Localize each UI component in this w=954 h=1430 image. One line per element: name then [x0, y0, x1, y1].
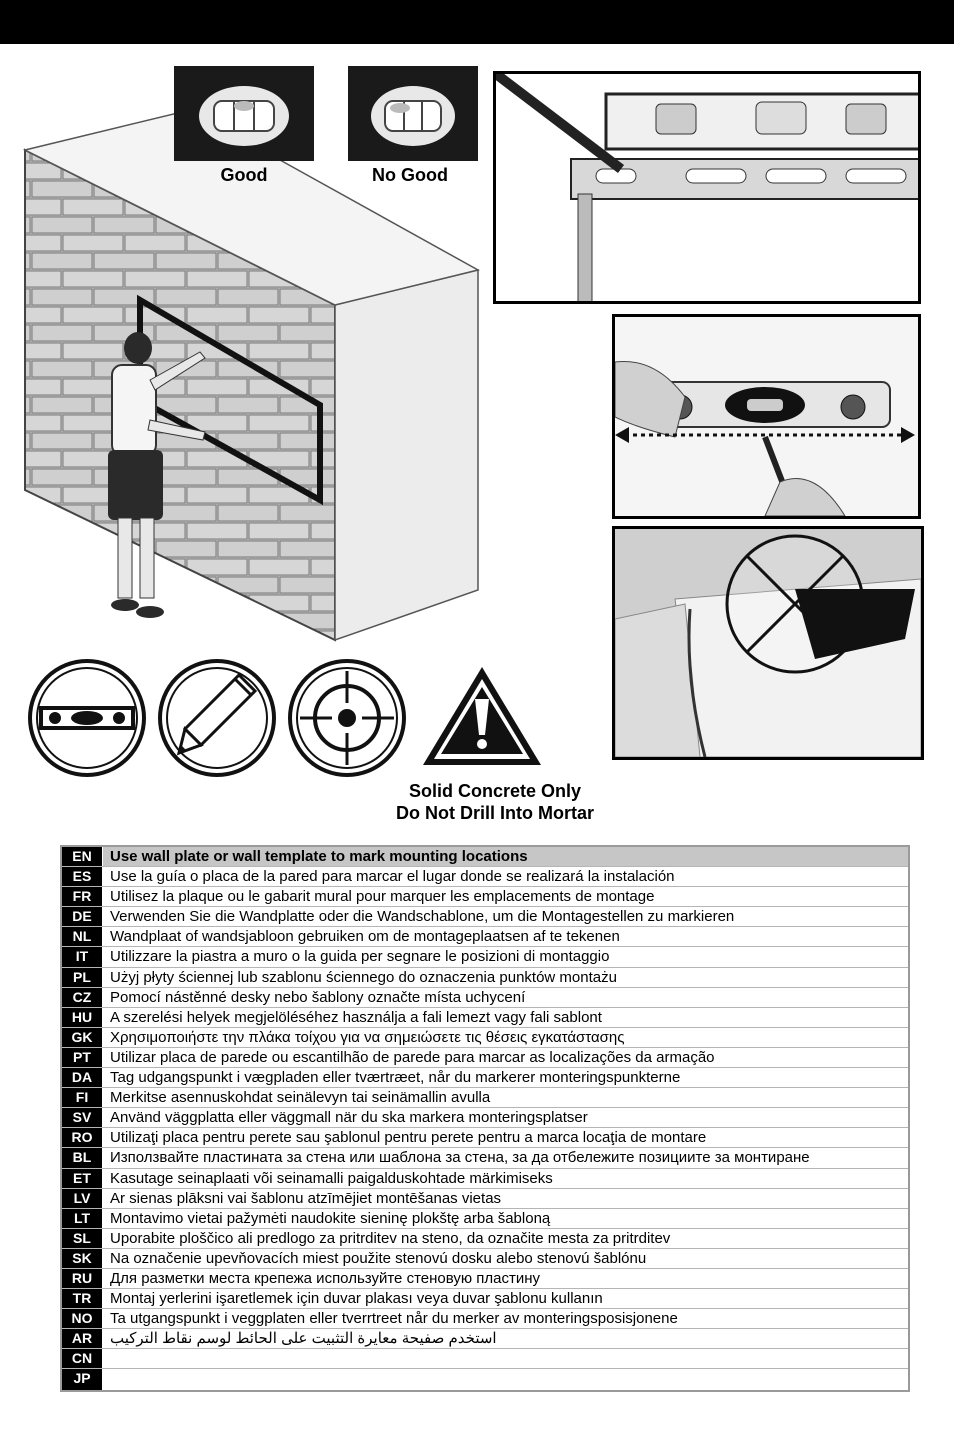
- language-text: Use wall plate or wall template to mark mounting locations: [103, 847, 908, 866]
- language-row-ro: [62, 1128, 908, 1148]
- language-code: FR: [62, 887, 103, 906]
- language-text: استخدم صفيحة معايرة التثبيت على الحائط لوسم نقاط التركيب: [110, 1330, 497, 1348]
- warning-line-2: Do Not Drill Into Mortar: [396, 803, 594, 823]
- language-code: DA: [62, 1068, 103, 1087]
- pencil-icon: [157, 657, 277, 779]
- language-row-es: [62, 867, 908, 887]
- level-on-wall-plate-photo: [493, 71, 921, 304]
- language-text: Använd väggplatta eller väggmall när du ska markera monteringsplatser: [110, 1109, 588, 1127]
- language-row-sk: [62, 1249, 908, 1269]
- language-text: Utilisez la plaque ou le gabarit mural pour marquer les emplacements de montage: [110, 888, 655, 906]
- language-text: Montavimo vietai pažymėti naudokite sieninę plokštę arba šabloną: [110, 1209, 551, 1227]
- language-code: CZ: [62, 988, 103, 1007]
- language-row-nl: [62, 927, 908, 947]
- language-code: AR: [62, 1329, 103, 1348]
- level-bubble-good-image: [174, 66, 314, 161]
- language-code: SV: [62, 1108, 103, 1127]
- language-row-ru: [62, 1269, 908, 1289]
- no-good-caption: No Good: [372, 165, 448, 185]
- language-code: EN: [62, 847, 103, 866]
- language-code: BL: [62, 1148, 103, 1167]
- language-row-en: [62, 847, 908, 867]
- language-text: Wandplaat of wandsjabloon gebruiken om de montageplaatsen af te tekenen: [110, 928, 620, 946]
- language-text: Na označenie upevňovacích miest použite stenovú dosku alebo stenovú šablónu: [110, 1249, 647, 1267]
- language-row-sv: [62, 1108, 908, 1128]
- language-text: Използвайте пластината за стена или шаблона за стена, за да отбележите позициите за монтиране: [110, 1149, 810, 1167]
- header-bar: [0, 0, 954, 44]
- language-row-gk: [62, 1028, 908, 1048]
- language-text: [103, 1369, 908, 1389]
- language-text: A szerelési helyek megjelöléséhez használja a fali lemezt vagy fali sablont: [110, 1008, 602, 1026]
- language-code: LT: [62, 1209, 103, 1228]
- language-code: SK: [62, 1249, 103, 1268]
- language-text: Use la guía o placa de la pared para marcar el lugar donde se realizará la instalación: [110, 868, 675, 886]
- language-row-pt: [62, 1048, 908, 1068]
- language-text: Для разметки места крепежа используйте стеновую пластину: [110, 1269, 541, 1287]
- language-row-hu: [62, 1008, 908, 1028]
- language-text: Montaj yerlerini işaretlemek için duvar plakası veya duvar şablonu kullanın: [110, 1290, 603, 1308]
- language-row-fr: [62, 887, 908, 907]
- language-code: DE: [62, 907, 103, 926]
- language-code: RU: [62, 1269, 103, 1288]
- language-text: Utilizaţi placa pentru perete sau şablonul pentru perete pentru a marca locaţia de montare: [110, 1129, 707, 1147]
- language-row-lt: [62, 1209, 908, 1229]
- language-code: GK: [62, 1028, 103, 1047]
- language-code: RO: [62, 1128, 103, 1147]
- language-row-fi: [62, 1088, 908, 1108]
- language-code: PT: [62, 1048, 103, 1067]
- language-instructions-table: [60, 845, 910, 1392]
- level-with-pencil-photo: [612, 314, 921, 519]
- language-row-tr: [62, 1289, 908, 1309]
- language-text: Pomocí nástěnné desky nebo šablony označte místa uchycení: [110, 988, 526, 1006]
- language-row-bl: [62, 1148, 908, 1168]
- language-text: Tag udgangspunkt i vægpladen eller tværtræet, når du markerer monteringspunkterne: [110, 1069, 681, 1087]
- warning-line-1: Solid Concrete Only: [408, 781, 582, 801]
- language-code: LV: [62, 1189, 103, 1208]
- language-code: JP: [62, 1369, 103, 1389]
- language-row-ar: [62, 1329, 908, 1349]
- language-text: Użyj płyty ściennej lub szablonu ściennego do oznaczenia punktów montażu: [110, 968, 617, 986]
- warning-text: [330, 780, 660, 824]
- language-code: NL: [62, 927, 103, 946]
- language-text: Χρησιμοποιήστε την πλάκα τοίχου για να σημειώσετε τις θέσεις εγκατάστασης: [110, 1028, 625, 1046]
- language-text: Uporabite ploščico ali predlogo za pritrditev na steno, da označite mesta za pritrditev: [110, 1229, 671, 1247]
- language-code: SL: [62, 1229, 103, 1248]
- language-row-sl: [62, 1229, 908, 1249]
- language-text: Merkitse asennuskohdat seinälevyn tai seinämallin avulla: [110, 1089, 491, 1107]
- language-row-jp: [62, 1369, 908, 1389]
- language-row-de: [62, 907, 908, 927]
- language-code: CN: [62, 1349, 103, 1368]
- language-text: Utilizar placa de parede ou escantilhão de parede para marcar as localizações da armação: [110, 1048, 715, 1066]
- language-text: Ta utgangspunkt i veggplaten eller tverrtreet når du merker av monteringsposisjonene: [110, 1310, 678, 1328]
- language-row-da: [62, 1068, 908, 1088]
- language-code: HU: [62, 1008, 103, 1027]
- language-text: Kasutage seinaplaati või seinamalli paigalduskohtade märkimiseks: [110, 1169, 553, 1187]
- language-text: Utilizzare la piastra a muro o la guida per segnare le posizioni di montaggio: [110, 948, 610, 966]
- language-code: PL: [62, 968, 103, 987]
- level-bubble-no-good-image: [348, 66, 478, 161]
- level-icon: [27, 657, 147, 779]
- language-code: TR: [62, 1289, 103, 1308]
- mortar-joint-prohibited-photo: [612, 526, 924, 760]
- language-text: Verwenden Sie die Wandplatte oder die Wandschablone, um die Montagestellen zu markieren: [110, 908, 735, 926]
- language-row-it: [62, 947, 908, 967]
- language-row-cn: [62, 1349, 908, 1369]
- warning-icon: [420, 663, 545, 769]
- language-row-et: [62, 1169, 908, 1189]
- language-code: IT: [62, 947, 103, 966]
- language-row-pl: [62, 968, 908, 988]
- language-code: ES: [62, 867, 103, 886]
- language-code: FI: [62, 1088, 103, 1107]
- language-code: NO: [62, 1309, 103, 1328]
- language-row-no: [62, 1309, 908, 1329]
- language-text: [103, 1349, 908, 1368]
- good-caption: Good: [220, 165, 268, 185]
- target-icon: [287, 657, 407, 779]
- language-row-cz: [62, 988, 908, 1008]
- language-code: ET: [62, 1169, 103, 1188]
- language-row-lv: [62, 1189, 908, 1209]
- language-text: Ar sienas plāksni vai šablonu atzīmējiet montēšanas vietas: [110, 1189, 502, 1207]
